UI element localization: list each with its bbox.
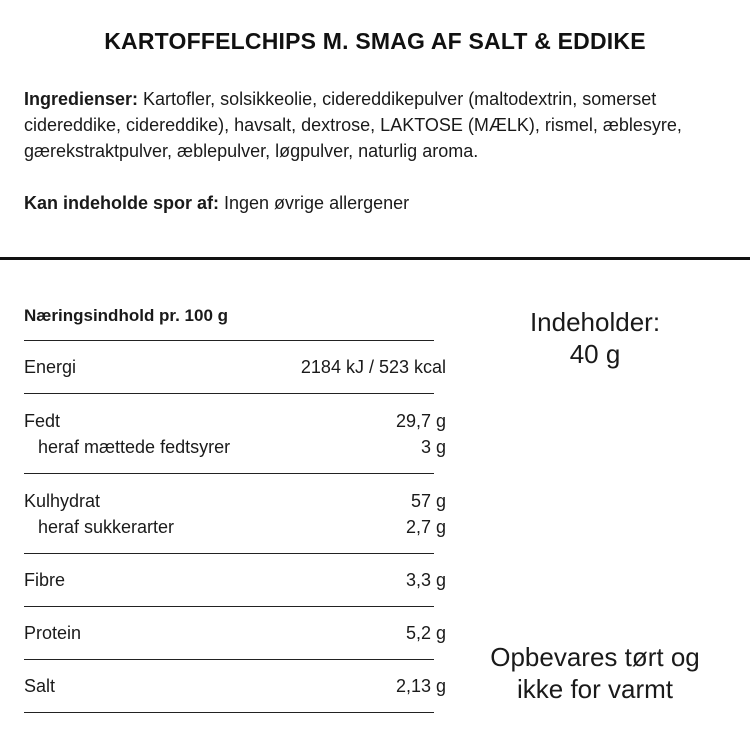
nutrition-row-energy — [24, 341, 446, 394]
net-contents — [460, 306, 730, 370]
nutrition-table — [24, 300, 446, 713]
salt-value: 2,13 g — [395, 676, 446, 696]
salt-label: Salt — [24, 676, 56, 696]
storage-line-2: ikke for varmt — [516, 674, 674, 704]
traces-label: Kan indeholde spor af: — [24, 193, 220, 213]
sugars-value: 2,7 g — [405, 517, 446, 537]
product-title: KARTOFFELCHIPS M. SMAG AF SALT & EDDIKE — [104, 28, 646, 54]
storage-instructions — [460, 641, 730, 705]
section-divider — [0, 257, 750, 260]
carbohydrate-value: 57 g — [410, 491, 446, 511]
nutrition-row-carbohydrate — [24, 474, 446, 554]
energy-value: 2184 kJ / 523 kcal — [300, 357, 446, 377]
fat-label: Fedt — [24, 411, 61, 431]
fibre-label: Fibre — [24, 570, 66, 590]
traces-text: Ingen øvrige allergener — [219, 193, 410, 213]
nutrition-row-fibre — [24, 554, 446, 607]
storage-line-1: Opbevares tørt og — [490, 642, 700, 672]
nutrition-row-fat — [24, 394, 446, 474]
fibre-value: 3,3 g — [405, 570, 446, 590]
protein-value: 5,2 g — [405, 623, 446, 643]
saturated-fat-value: 3 g — [420, 437, 446, 457]
nutrition-header: Næringsindhold pr. 100 g — [24, 300, 434, 341]
fat-value: 29,7 g — [395, 411, 446, 431]
nutrition-row-salt — [24, 660, 446, 713]
saturated-fat-label: heraf mættede fedtsyrer — [38, 437, 231, 457]
net-contents-label: Indeholder: — [529, 307, 661, 337]
ingredients-paragraph — [24, 86, 724, 164]
protein-label: Protein — [24, 623, 82, 643]
energy-label: Energi — [24, 357, 77, 377]
ingredients-label: Ingredienser: — [24, 89, 139, 109]
nutrition-row-protein — [24, 607, 446, 660]
traces-paragraph — [24, 190, 724, 216]
ingredients-text: Kartofler, solsikkeolie, cidereddikepulver (maltodextrin, somerset cidereddike, cidereddike), havsalt, dextrose, LAKTOSE (MÆLK), rismel, æblesyre, gærekstraktpulver, æblepulver, løgpulver, naturlig aroma. — [24, 89, 682, 161]
sugars-label: heraf sukkerarter — [38, 517, 175, 537]
carbohydrate-label: Kulhydrat — [24, 491, 101, 511]
net-contents-value: 40 g — [569, 339, 621, 369]
